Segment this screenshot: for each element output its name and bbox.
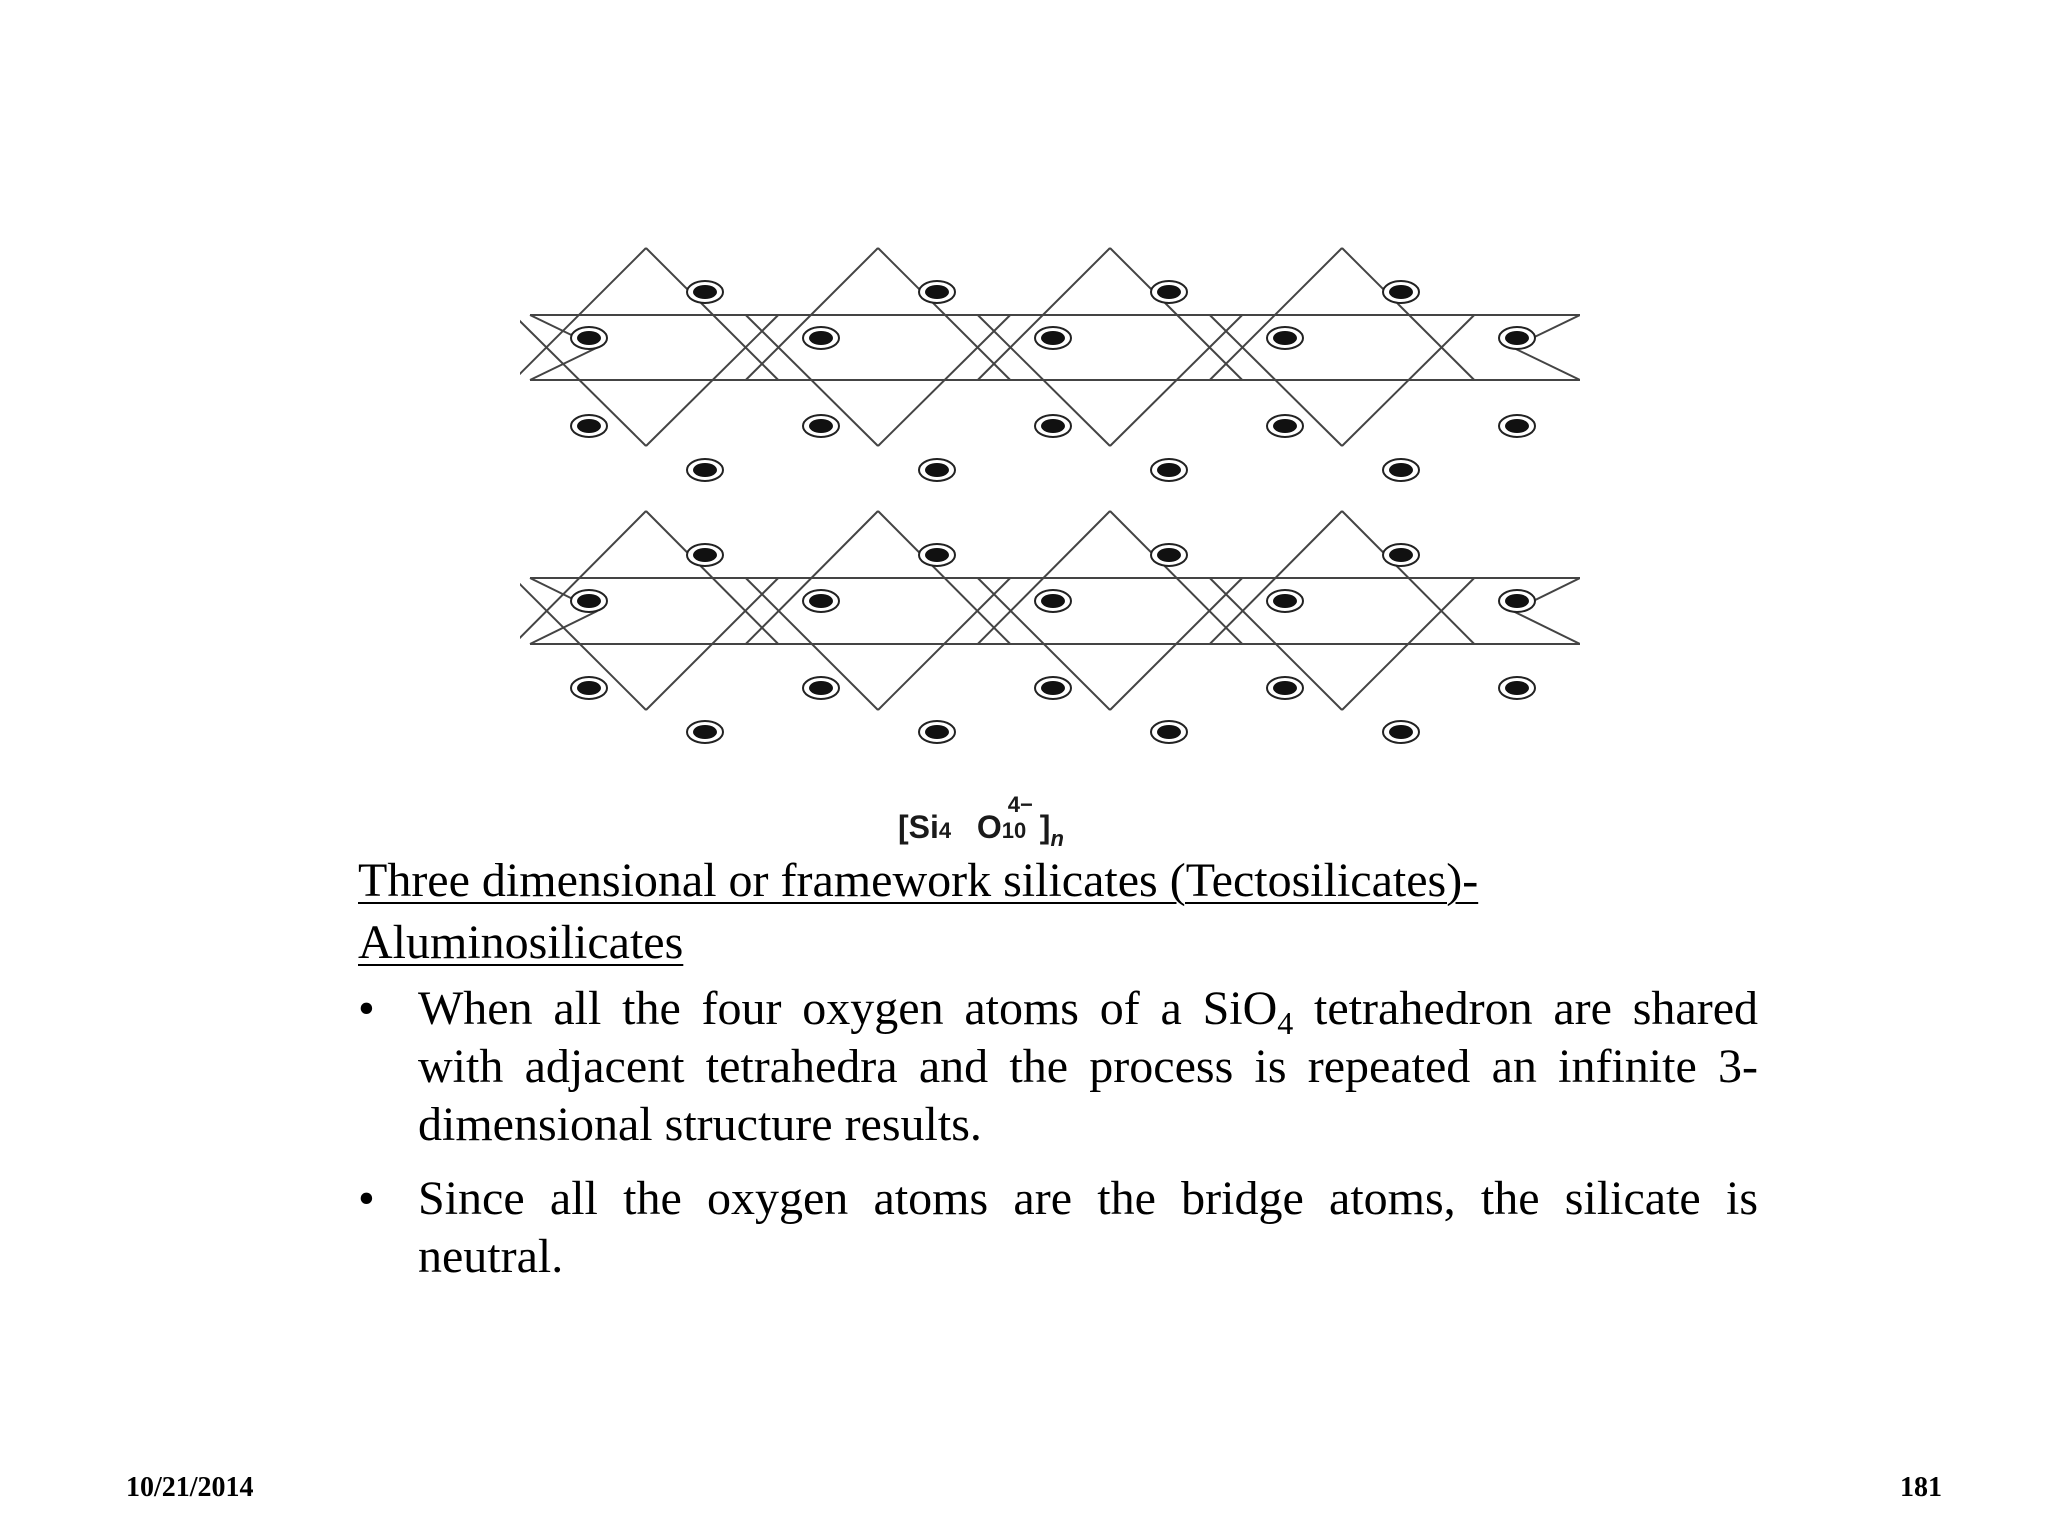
- oxygen-atom-marker: [571, 677, 607, 699]
- oxygen-atom-marker: [1035, 415, 1071, 437]
- lattice-edge: [1513, 348, 1580, 381]
- oxygen-atom-marker: [919, 544, 955, 566]
- oxygen-atom-marker: [803, 590, 839, 612]
- oxygen-atom-marker: [571, 590, 607, 612]
- tectosilicate-lattice-diagram: [520, 240, 1580, 780]
- oxygen-atom-marker: [687, 459, 723, 481]
- bullet-text-part: tetrahedron are shared with adjacent tetrahedra and the process is repeated an infinite 3-dimensional structure results.: [418, 982, 1759, 1151]
- lattice-edge: [530, 611, 597, 644]
- slide-heading: Three dimensional or framework silicates (Tectosilicates)-Aluminosilicates: [358, 854, 1479, 969]
- oxygen-atom-marker: [1499, 327, 1535, 349]
- oxygen-atom-marker: [1383, 544, 1419, 566]
- lattice-edge: [1513, 611, 1580, 644]
- oxygen-atom-marker: [1151, 544, 1187, 566]
- bullet-subscript: 4: [1277, 1005, 1294, 1041]
- oxygen-atom-marker: [1035, 590, 1071, 612]
- oxygen-atom-marker: [803, 327, 839, 349]
- oxygen-atom-marker: [919, 281, 955, 303]
- oxygen-atom-marker: [1267, 677, 1303, 699]
- oxygen-atom-marker: [1499, 415, 1535, 437]
- footer-date: 10/21/2014: [126, 1472, 254, 1503]
- bullet-text: Since all the oxygen atoms are the bridge atoms, the silicate is neutral.: [418, 1172, 1758, 1283]
- bullet-item-2: [358, 1170, 1758, 1286]
- oxygen-atom-marker: [571, 327, 607, 349]
- oxygen-atom-marker: [687, 721, 723, 743]
- oxygen-atom-marker: [1267, 415, 1303, 437]
- oxygen-atom-marker: [1035, 327, 1071, 349]
- oxygen-atom-marker: [1267, 327, 1303, 349]
- bullet-item-1: [358, 980, 1758, 1154]
- oxygen-atom-marker: [1383, 721, 1419, 743]
- oxygen-atom-marker: [687, 544, 723, 566]
- oxygen-atom-marker: [803, 415, 839, 437]
- oxygen-atom-marker: [571, 415, 607, 437]
- bullet-symbol: •: [358, 1172, 375, 1225]
- bullet-text-part: When all the four oxygen atoms of a SiO: [418, 982, 1278, 1035]
- oxygen-atom-marker: [1151, 721, 1187, 743]
- oxygen-atom-marker: [687, 281, 723, 303]
- oxygen-atom-marker: [1383, 281, 1419, 303]
- oxygen-atom-marker: [1499, 677, 1535, 699]
- oxygen-atom-marker: [919, 721, 955, 743]
- oxygen-atom-marker: [1383, 459, 1419, 481]
- oxygen-atom-marker: [1151, 459, 1187, 481]
- oxygen-atom-marker: [919, 459, 955, 481]
- bullet-list: [358, 980, 1758, 1302]
- oxygen-atom-marker: [1499, 590, 1535, 612]
- oxygen-atom-marker: [1035, 677, 1071, 699]
- bullet-symbol: •: [358, 982, 375, 1035]
- oxygen-atom-marker: [803, 677, 839, 699]
- formula-caption: [Si 4 O 4− 10 ]$_n$: [898, 792, 1064, 851]
- page-number: 181: [1900, 1472, 1942, 1503]
- oxygen-atom-marker: [1151, 281, 1187, 303]
- oxygen-atom-marker: [1267, 590, 1303, 612]
